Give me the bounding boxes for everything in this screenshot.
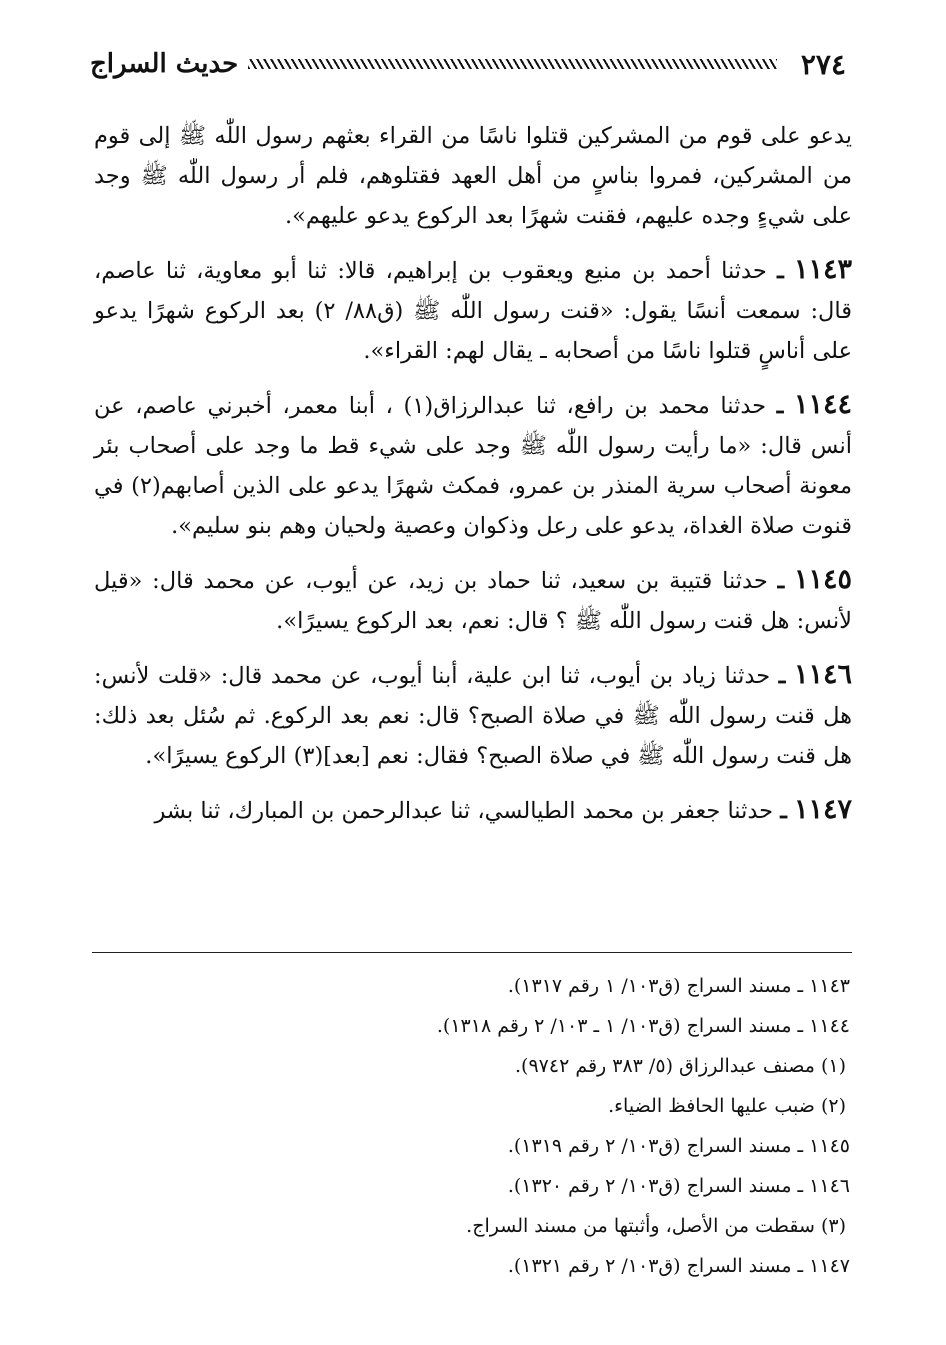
paragraph-text: حدثنا جعفر بن محمد الطيالسي، ثنا عبدالرحمن بن المبارك، ثنا بشر xyxy=(154,798,774,824)
hadith-1143 xyxy=(94,250,852,371)
dash-separator: ـ xyxy=(780,798,787,824)
running-title: حديث السراج xyxy=(90,49,239,79)
footnote-3: (٣) سقطت من الأصل، وأثبتها من مسند السراج. xyxy=(466,1215,846,1237)
footnote-source-1145: ١١٤٥ ـ مسند السراج (ق١٠٣/ ٢ رقم ١٣١٩). xyxy=(507,1135,850,1157)
footnote-source-1143: ١١٤٣ ـ مسند السراج (ق١٠٣/ ١ رقم ١٣١٧). xyxy=(507,975,850,997)
hadith-number: ١١٤٧ xyxy=(793,794,852,825)
paragraph-text: حدثنا زياد بن أيوب، ثنا ابن علية، أبنا أيوب، عن محمد قال: «قلت لأنس: هل قنت رسول اللّٰه ﷺ في صلاة الصبح؟ قال: نعم بعد الركوع. ثم سُئل بعد ذلك: هل قنت رسول اللّٰه ﷺ في صلاة الصبح؟ فقال: نعم [بعد](٣) الركوع يسيرًا». xyxy=(94,663,852,769)
hadith-number: ١١٤٤ xyxy=(794,389,853,420)
footnote-2: (٢) ضبب عليها الحافظ الضياء. xyxy=(608,1095,846,1117)
page-header xyxy=(90,44,846,84)
dash-separator: ـ xyxy=(778,663,786,689)
paragraph-text: حدثنا أحمد بن منيع ويعقوب بن إبراهيم، قالا: ثنا أبو معاوية، ثنا عاصم، قال: سمعت أنسًا يقول: «قنت رسول اللّٰه ﷺ (ق٨٨/ ٢) بعد الركوع شهرًا يدعو على أناسٍ قتلوا ناسًا من أصحابه ـ يقال لهم: القراء». xyxy=(94,258,852,364)
paragraph-text: حدثنا محمد بن رافع، ثنا عبدالرزاق(١) ، أبنا معمر، أخبرني عاصم، عن أنس قال: «ما رأيت رسول اللّٰه ﷺ وجد على شيء قط ما وجد على أصحاب بئر معونة أصحاب سرية المنذر بن عمرو، فمكث شهرًا يدعو على الذين أصابهم(٢) في قنوت صلاة الغداة، يدعو على رعل وذكوان وعصية ولحيان وهم بنو سليم». xyxy=(94,393,852,539)
hadith-1145 xyxy=(94,560,852,641)
footnote-source-1146: ١١٤٦ ـ مسند السراج (ق١٠٣/ ٢ رقم ١٣٢٠). xyxy=(507,1175,850,1197)
footnote-source-1147: ١١٤٧ ـ مسند السراج (ق١٠٣/ ٢ رقم ١٣٢١). xyxy=(507,1255,850,1277)
dash-separator: ـ xyxy=(777,258,784,284)
footnotes xyxy=(120,966,850,1286)
footnote-separator xyxy=(92,952,852,953)
hadith-number: ١١٤٣ xyxy=(793,254,852,285)
header-ornament-rule xyxy=(248,59,777,69)
hadith-1147 xyxy=(94,790,852,831)
footnote-source-1144: ١١٤٤ ـ مسند السراج (ق١٠٣/ ١ ـ ١٠٣/ ٢ رقم ١٣١٨). xyxy=(436,1015,850,1037)
hadith-number: ١١٤٦ xyxy=(793,659,852,690)
hadith-1146 xyxy=(94,655,852,776)
paragraph-continuation xyxy=(94,116,852,236)
main-text xyxy=(94,116,852,845)
paragraph-text: حدثنا قتيبة بن سعيد، ثنا حماد بن زيد، عن أيوب، عن محمد قال: «قيل لأنس: هل قنت رسول اللّٰه ﷺ ؟ قال: نعم، بعد الركوع يسيرًا». xyxy=(94,568,852,634)
dash-separator: ـ xyxy=(776,393,784,419)
dash-separator: ـ xyxy=(777,568,785,594)
footnote-1: (١) مصنف عبدالرزاق (٥/ ٣٨٣ رقم ٩٧٤٢). xyxy=(515,1055,846,1077)
hadith-1144 xyxy=(94,385,852,546)
hadith-number: ١١٤٥ xyxy=(793,564,852,595)
paragraph-text: يدعو على قوم من المشركين قتلوا ناسًا من القراء بعثهم رسول اللّٰه ﷺ إلى قوم من المشركين، فمروا بناسٍ من أهل العهد فقتلوهم، فلم أر رسول اللّٰه ﷺ وجد على شيءٍ وجده عليهم، فقنت شهرًا بعد الركوع يدعو عليهم». xyxy=(94,123,852,229)
page-number: ٢٧٤ xyxy=(800,47,846,81)
